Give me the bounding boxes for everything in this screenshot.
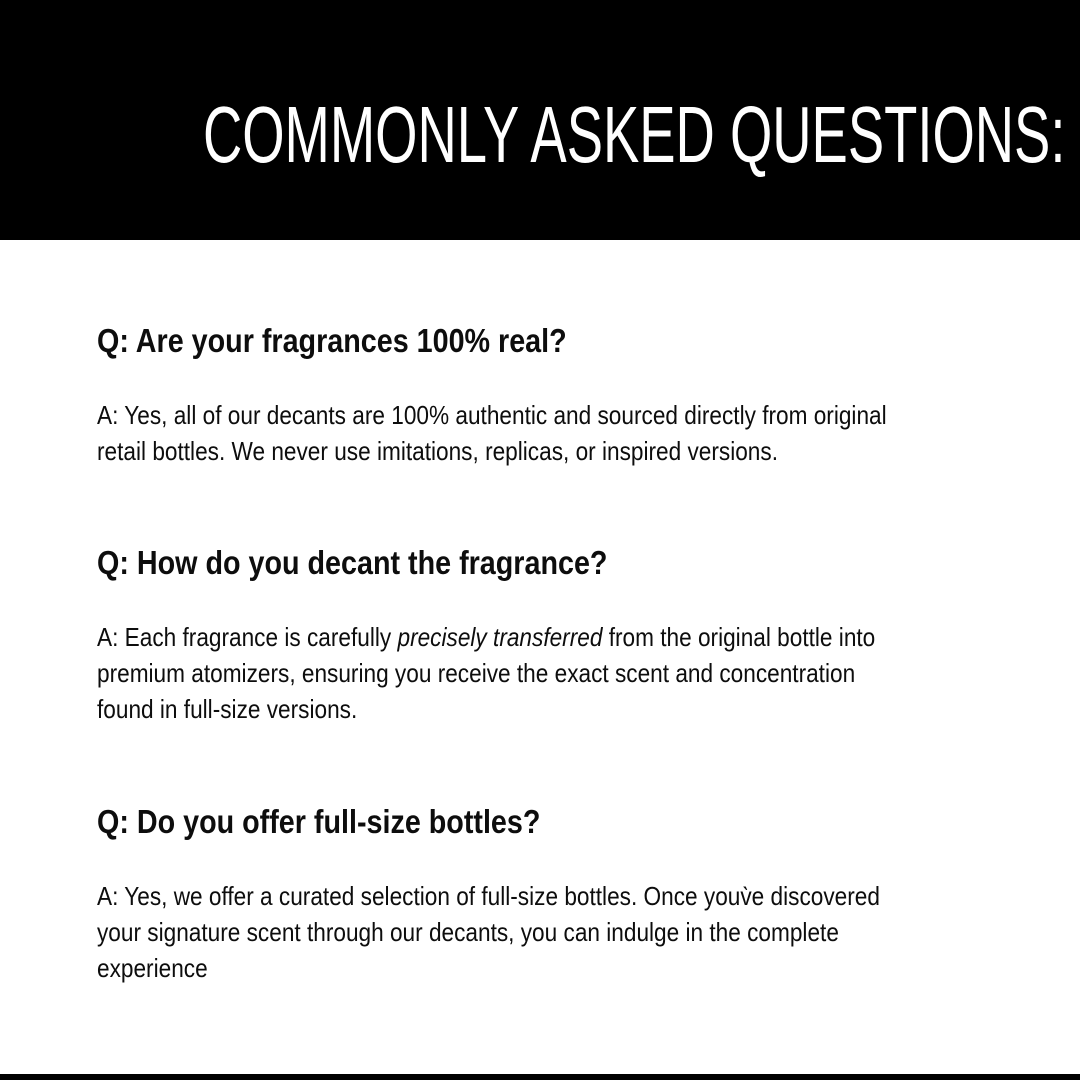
page-title [0,89,1080,181]
header-banner [0,0,1080,240]
answer-line: premium atomizers, ensuring you receive the exact scent and concentration [97,658,856,688]
answer-line: found in full-size versions. [97,694,358,724]
faq-answer-1 [97,397,935,469]
faq-item-2 [97,543,1060,727]
answer-line: A: Yes, we offer a curated selection of full-size bottles. Once youv̀e discovered [97,881,880,911]
footer-accent-bar [0,1074,1080,1080]
page-title-text: COMMONLY ASKED QUESTIONS: [202,90,1066,179]
answer-line: A: Each fragrance is carefully precisely transferred from the original bottle into [97,622,876,652]
faq-answer-3 [97,878,935,986]
faq-question-3: Q: Do you offer full-size bottles? [97,803,541,840]
answer-line: your signature scent through our decants, you can indulge in the complete [97,917,839,947]
answer-line: experience [97,953,208,983]
faq-question-1: Q: Are your fragrances 100% real? [97,322,567,359]
answer-line: retail bottles. We never use imitations, replicas, or inspired versions. [97,436,778,466]
faq-answer-2 [97,619,935,727]
faq-question-2: Q: How do you decant the fragrance? [97,544,608,581]
faq-item-1 [97,321,1060,469]
faq-list [0,321,1080,986]
answer-line: A: Yes, all of our decants are 100% authentic and sourced directly from original [97,400,887,430]
faq-item-3 [97,802,1060,986]
